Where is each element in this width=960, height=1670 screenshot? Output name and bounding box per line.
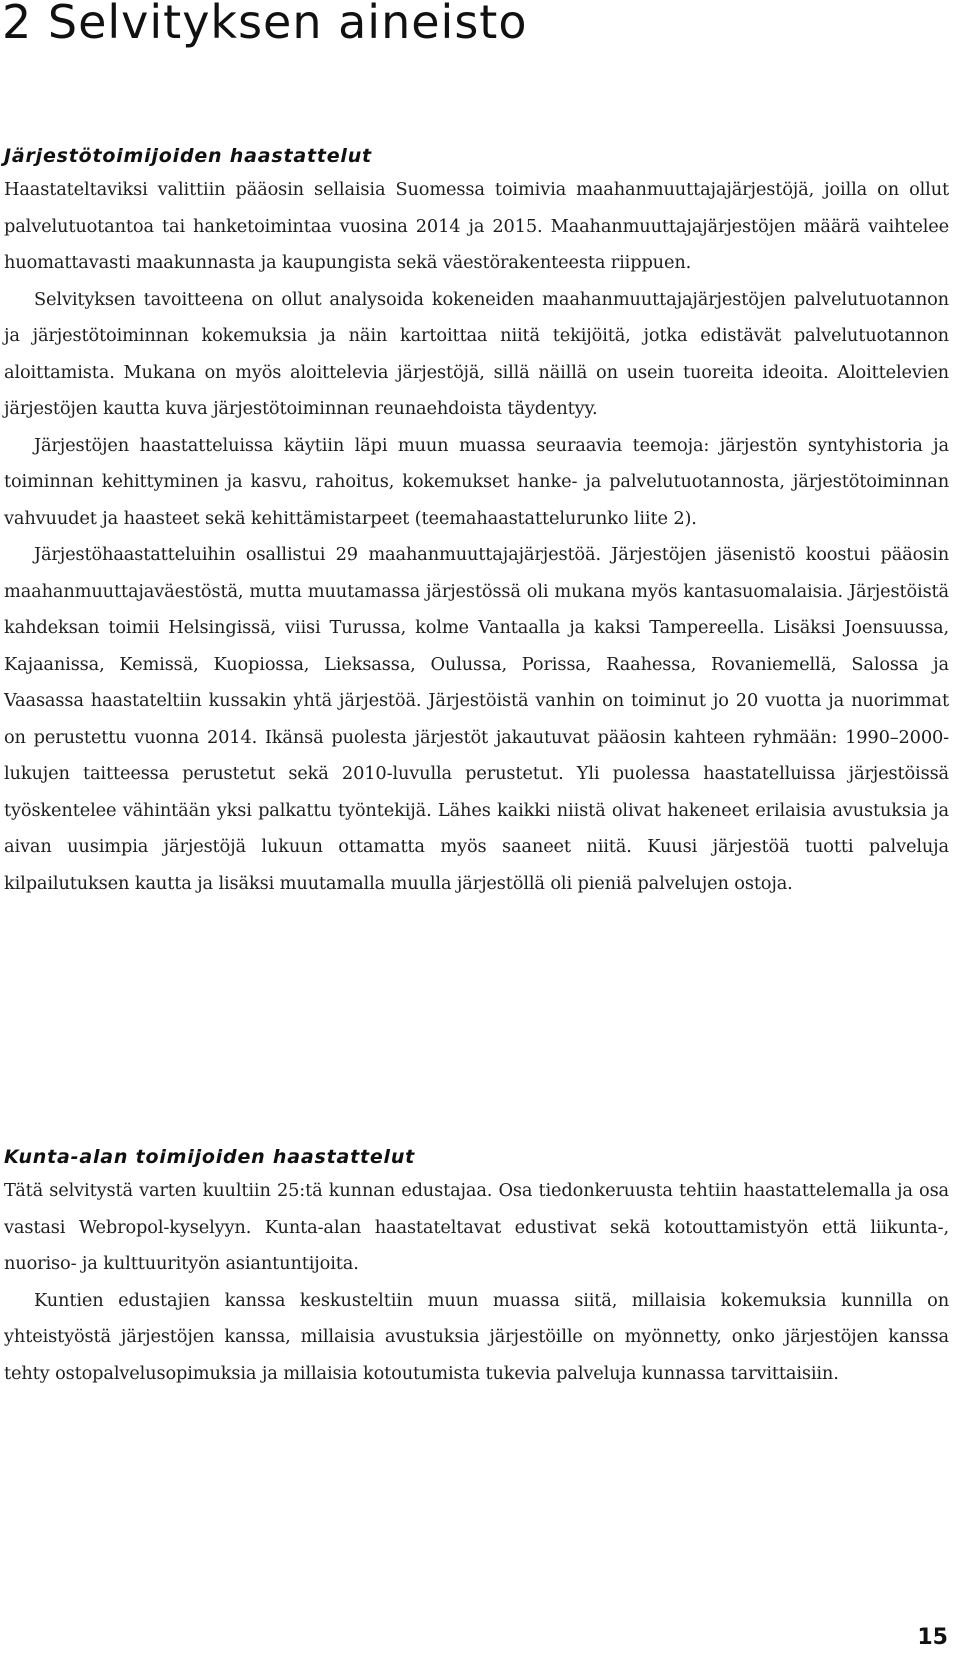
section-heading: Kunta-alan toimijoiden haastattelut [4,1146,416,1168]
paragraph: Selvityksen tavoitteena on ollut analysoida kokeneiden maahanmuuttajajärjestöjen palvelutuotannon ja järjestötoiminnan kokemuksia ja näin kartoittaa niitä tekijöitä, jotka edistävät palvelutuotannon aloittamista. Mukana on myös aloittelevia järjestöjä, sillä näillä on usein tuoreita ideoita. Aloittelevien järjestöjen kautta kuva järjestötoiminnan reunaehdoista täydentyy. [4,288,949,419]
section-organization-interviews [4,144,949,902]
chapter-title: 2 Selvityksen aineisto [2,0,528,49]
page-number: 15 [917,1625,948,1650]
section-heading: Järjestötoimijoiden haastattelut [4,145,372,167]
section-municipal-interviews [4,1145,949,1392]
paragraph: Järjestöjen haastatteluissa käytiin läpi muun muassa seuraavia teemoja: järjestön syntyhistoria ja toiminnan kehittyminen ja kasvu, rahoitus, kokemukset hanke- ja palvelutuotannosta, järjestötoiminnan vahvuudet ja haasteet sekä kehittämistarpeet (teemahaastattelurunko liite 2). [4,434,949,529]
paragraph: Tätä selvitystä varten kuultiin 25:tä kunnan edustajaa. Osa tiedonkeruusta tehtiin haastattelemalla ja osa vastasi Webropol-kyselyyn. Kunta-alan haastateltavat edustivat sekä kotouttamistyön että liikunta-, nuoriso- ja kulttuurityön asiantuntijoita. [4,1180,949,1274]
paragraph: Järjestöhaastatteluihin osallistui 29 maahanmuuttajajärjestöä. Järjestöjen jäsenistö koostui pääosin maahanmuuttajaväestöstä, mutta muutamassa järjestössä oli mukana myös kantasuomalaisia. Järjestöistä kahdeksan toimii Helsingissä, viisi Turussa, kolme Vantaalla ja kaksi Tampereella. Lisäksi Joensuussa, Kajaanissa, Kemissä, Kuopiossa, Lieksassa, Oulussa, Porissa, Raahessa, Rovaniemellä, Salossa ja Vaasassa haastateltiin kussakin yhtä järjestöä. Järjestöistä vanhin on toiminut jo 20 vuotta ja nuorimmat on perustettu vuonna 2014. Ikänsä puolesta järjestöt jakautuvat pääosin kahteen ryhmään: 1990–2000-lukujen taitteessa perustetut sekä 2010-luvulla perustetut. Yli puolessa haastatelluissa järjestöissä työskentelee vähintään yksi palkattu työntekijä. Lähes kaikki niistä olivat hakeneet erilaisia avustuksia ja aivan uusimpia järjestöjä lukuun ottamatta myös saaneet niitä. Kuusi järjestöä tuotti palveluja kilpailutuksen kautta ja lisäksi muutamalla muulla järjestöllä oli pieniä palvelujen ostoja. [4,544,949,894]
paragraph: Kuntien edustajien kanssa keskusteltiin muun muassa siitä, millaisia kokemuksia kunnilla on yhteistyöstä järjestöjen kanssa, millaisia avustuksia järjestöille on myönnetty, onko järjestöjen kanssa tehty ostopalvelusopimuksia ja millaisia kotoutumista tukevia palveluja kunnassa tarvittaisiin. [4,1289,949,1384]
paragraph: Haastateltaviksi valittiin pääosin sellaisia Suomessa toimivia maahanmuuttajajärjestöjä, joilla on ollut palvelutuotantoa tai hanketoimintaa vuosina 2014 ja 2015. Maahanmuuttajajärjestöjen määrä vaihtelee huomattavasti maakunnasta ja kaupungista sekä väestörakenteesta riippuen. [4,179,949,273]
